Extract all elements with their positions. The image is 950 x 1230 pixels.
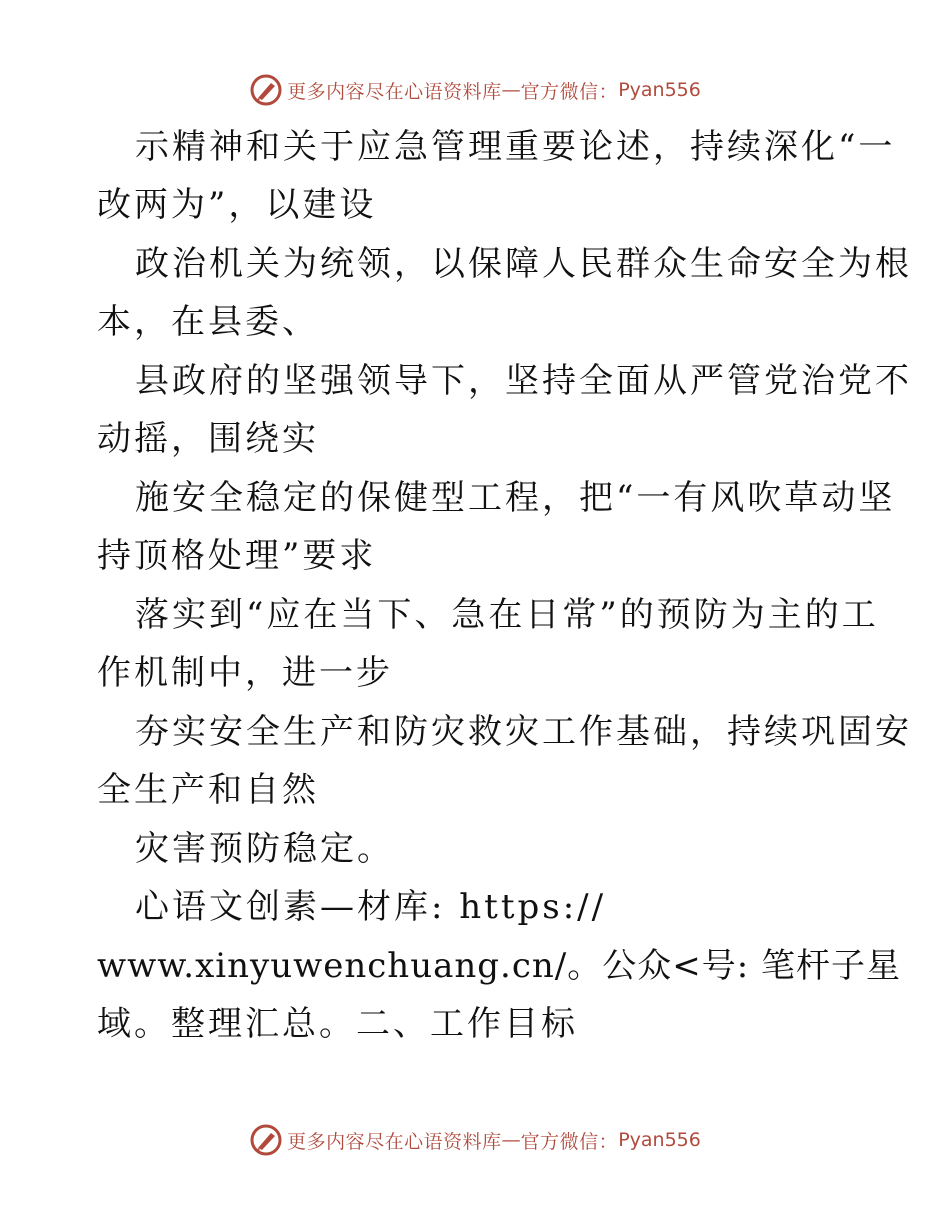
body-line-11: 夯实安全生产和防灾救灾工作基础，持续巩固安 bbox=[135, 712, 912, 752]
body-line-2: 改两为”，以建设 bbox=[97, 185, 377, 225]
header-banner-separator: — bbox=[501, 79, 521, 101]
pen-logo-icon bbox=[249, 1123, 283, 1157]
header-official-label: 官方微信： bbox=[520, 80, 619, 103]
body-line-10: 作机制中，进一步 bbox=[97, 653, 393, 693]
footer-banner bbox=[0, 1120, 950, 1160]
footer-handle: Pyan556 bbox=[618, 1129, 701, 1151]
body-line-6: 动摇，围绕实 bbox=[97, 419, 319, 459]
footer-banner-text: 更多内容尽在心语资料库 bbox=[287, 1130, 502, 1153]
body-line-8: 持顶格处理”要求 bbox=[97, 536, 377, 576]
body-line-1: 示精神和关于应急管理重要论述，持续深化“一 bbox=[135, 127, 896, 167]
body-line-16: 域。整理汇总。二、工作目标 bbox=[97, 1004, 578, 1044]
header-banner-text: 更多内容尽在心语资料库 bbox=[287, 80, 502, 103]
pen-logo-icon bbox=[249, 73, 283, 107]
header-handle: Pyan556 bbox=[618, 79, 701, 101]
body-line-13: 灾害预防稳定。 bbox=[135, 829, 394, 869]
body-line-5: 县政府的坚强领导下，坚持全面从严管党治党不 bbox=[135, 361, 912, 401]
body-line-15: www.xinyuwenchuang.cn/。公众<号: 笔杆子星 bbox=[97, 946, 901, 986]
body-line-14: 心语文创素—材库: https:// bbox=[135, 887, 607, 927]
footer-official-label: 官方微信： bbox=[520, 1130, 619, 1153]
body-line-9: 落实到“应在当下、急在日常”的预防为主的工 bbox=[135, 595, 879, 635]
body-line-4: 本，在县委、 bbox=[97, 302, 319, 342]
body-line-12: 全生产和自然 bbox=[97, 770, 319, 810]
body-line-7: 施安全稳定的保健型工程，把“一有风吹草动坚 bbox=[135, 478, 896, 518]
header-banner bbox=[0, 70, 950, 110]
footer-banner-separator: — bbox=[501, 1129, 521, 1151]
body-line-3: 政治机关为统领，以保障人民群众生命安全为根 bbox=[135, 244, 912, 284]
